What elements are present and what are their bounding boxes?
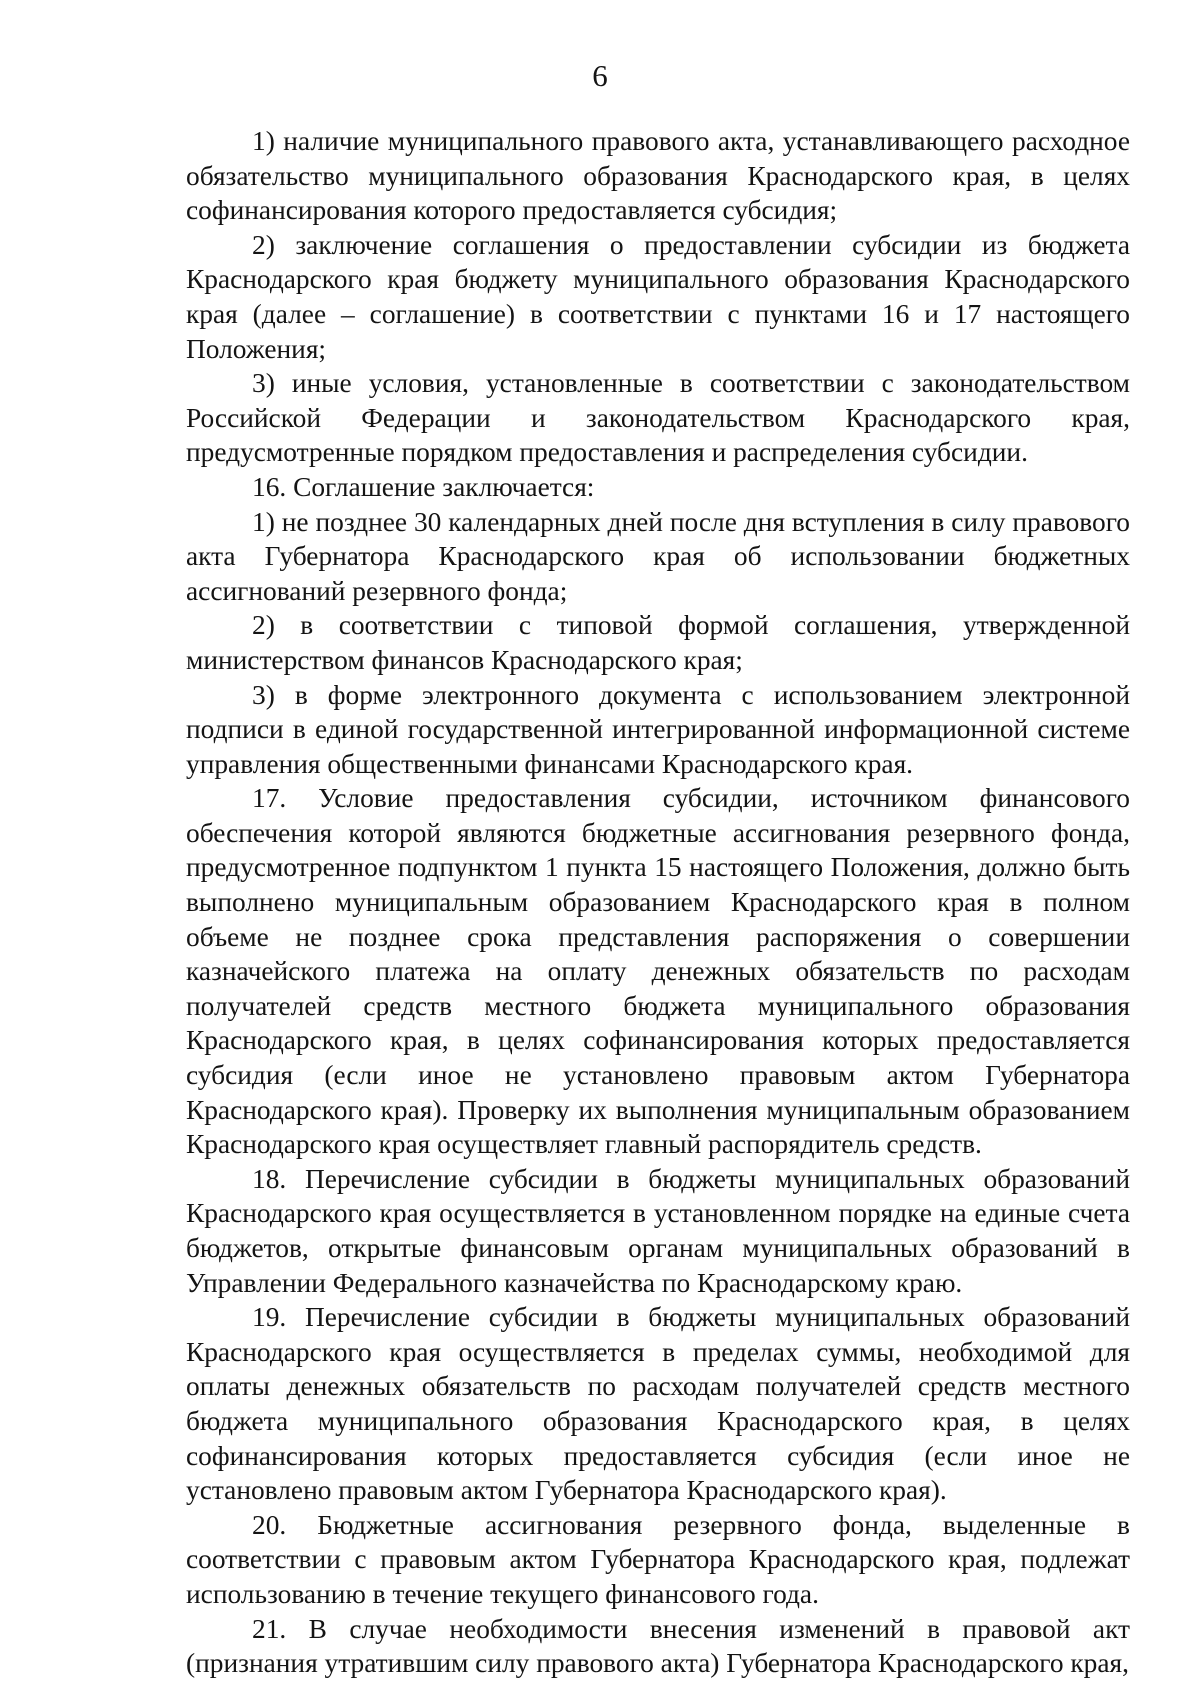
paragraph-section-21: 21. В случае необходимости внесения изменений в правовой акт (признания утратившим силу правового акта) Губернатора Краснодарского края, — [186, 1613, 1130, 1679]
paragraph-condition-3: 3) иные условия, установленные в соответствии с законодательством Российской Федерации и законодательством Краснодарского края, предусмотренные порядком предоставления и распределения субсидии. — [186, 368, 1130, 468]
paragraph-condition-1: 1) наличие муниципального правового акта, устанавливающего расходное обязательство муниципального образования Краснодарского края, в целях софинансирования которого предоставляется субсидия; — [186, 126, 1130, 226]
paragraph-condition-2: 2) заключение соглашения о предоставлении субсидии из бюджета Краснодарского края бюджету муниципального образования Краснодарского края (далее – соглашение) в соответствии с пунктами 16 и 17 настоящего Положения; — [186, 229, 1130, 364]
paragraph-section-16-item-3: 3) в форме электронного документа с использованием электронной подписи в единой государственной интегрированной информационной системе управления общественными финансами Краснодарского края. — [186, 679, 1130, 779]
paragraph-section-17: 17. Условие предоставления субсидии, источником финансового обеспечения которой являются бюджетные ассигнования резервного фонда, предусмотренное подпунктом 1 пункта 15 настоящего Положения, должно быть выполнено муниципальным образованием Краснодарского края в полном объеме не позднее срока представления распоряжения о совершении казначейского платежа на оплату денежных обязательств по расходам получателей средств местного бюджета муниципального образования Краснодарского края, в целях софинансирования которых предоставляется субсидия (если иное не установлено правовым актом Губернатора Краснодарского края). Проверку их выполнения муниципальным образованием Краснодарского края осуществляет главный распорядитель средств. — [186, 783, 1130, 1160]
document-body — [186, 124, 1130, 1681]
paragraph-section-19: 19. Перечисление субсидии в бюджеты муниципальных образований Краснодарского края осуществляется в пределах суммы, необходимой для оплаты денежных обязательств по расходам получателей средств местного бюджета муниципального образования Краснодарского края, в целях софинансирования которых предоставляется субсидия (если иное не установлено правовым актом Губернатора Краснодарского края). — [186, 1302, 1130, 1506]
paragraph-section-20: 20. Бюджетные ассигнования резервного фонда, выделенные в соответствии с правовым актом Губернатора Краснодарского края, подлежат использованию в течение текущего финансового года. — [186, 1509, 1130, 1609]
paragraph-section-16-item-1: 1) не позднее 30 календарных дней после дня вступления в силу правового акта Губернатора Краснодарского края об использовании бюджетных ассигнований резервного фонда; — [186, 506, 1130, 606]
paragraph-section-18: 18. Перечисление субсидии в бюджеты муниципальных образований Краснодарского края осуществляется в установленном порядке на единые счета бюджетов, открытые финансовым органам муниципальных образований в Управлении Федерального казначейства по Краснодарскому краю. — [186, 1163, 1130, 1298]
paragraph-section-16: 16. Соглашение заключается: — [252, 471, 595, 502]
page-number: 6 — [592, 58, 608, 93]
paragraph-section-16-item-2: 2) в соответствии с типовой формой соглашения, утвержденной министерством финансов Краснодарского края; — [186, 610, 1130, 675]
